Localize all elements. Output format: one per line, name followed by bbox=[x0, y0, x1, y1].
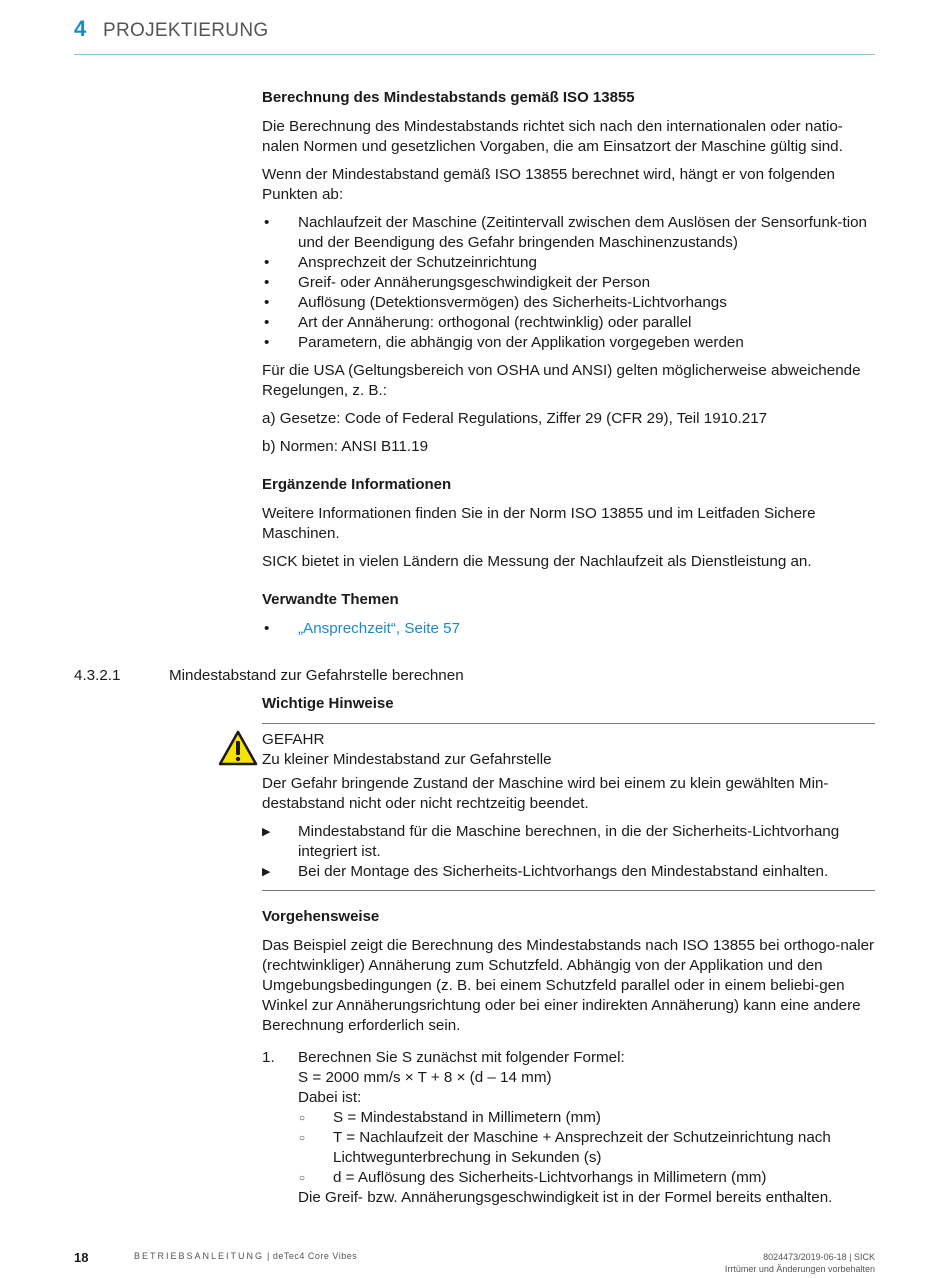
page-number: 18 bbox=[74, 1250, 89, 1265]
product-name: | deTec4 Core Vibes bbox=[267, 1251, 358, 1261]
section-heading-info: Ergänzende Informationen bbox=[262, 476, 452, 493]
paragraph: a) Gesetze: Code of Federal Regulations, Ziffer 29 (CFR 29), Teil 1910.217 bbox=[262, 410, 768, 427]
list-item: • Parametern, die abhängig von der Applikation vorgegeben werden bbox=[262, 333, 875, 353]
list-item: • Art der Annäherung: orthogonal (rechtwinklig) oder parallel bbox=[262, 313, 875, 333]
procedure-heading: Vorgehensweise bbox=[262, 908, 380, 925]
warning-triangle-icon bbox=[218, 730, 258, 766]
list-item: • Auflösung (Detektionsvermögen) des Sicherheits-Lichtvorhangs bbox=[262, 293, 875, 313]
list-item: • Nachlaufzeit der Maschine (Zeitintervall zwischen dem Auslösen der Sensorfunk-tion und der Beendigung des Gefahr bringenden Maschinenzustands) bbox=[262, 213, 875, 253]
notes-heading: Wichtige Hinweise bbox=[262, 695, 394, 712]
subsection-number: 4.3.2.1 bbox=[74, 667, 121, 684]
danger-label: GEFAHR bbox=[262, 731, 325, 748]
doc-id: 8024473/2019-06-18 | SICK bbox=[763, 1252, 875, 1262]
subsection-content bbox=[262, 694, 875, 1208]
step-text: Berechnen Sie S zunächst mit folgender Formel: bbox=[298, 1049, 625, 1066]
list-item: ○ S = Mindestabstand in Millimetern (mm) bbox=[298, 1108, 875, 1128]
page-footer bbox=[74, 1248, 875, 1278]
definition-list bbox=[298, 1108, 875, 1188]
paragraph: Das Beispiel zeigt die Berechnung des Mindestabstands nach ISO 13855 bei orthogo-naler (rechtwinkliger) Annäherung zum Schutzfeld. Abhängig von der Applikation und den Umgebungsbedingungen (z. B. bei einem Schutzfeld parallel oder in einem beliebi-gen Winkel zur Annäherungsrichtung oder bei einer indirekten Annäherung) kann eine andere Berechnung erforderlich sein. bbox=[262, 937, 875, 1034]
related-list bbox=[262, 619, 875, 639]
list-item: • Ansprechzeit der Schutzeinrichtung bbox=[262, 253, 875, 273]
page-header bbox=[74, 16, 875, 55]
list-item: • Greif- oder Annäherungsgeschwindigkeit der Person bbox=[262, 273, 875, 293]
where-label: Dabei ist: bbox=[298, 1089, 362, 1106]
doc-type: BETRIEBSANLEITUNG bbox=[134, 1251, 265, 1261]
list-item: ○ T = Nachlaufzeit der Maschine + Ansprechzeit der Schutzeinrichtung nach Lichtwegunterbrechung in Sekunden (s) bbox=[298, 1128, 875, 1168]
section-heading-related: Verwandte Themen bbox=[262, 591, 399, 608]
paragraph: b) Normen: ANSI B11.19 bbox=[262, 438, 429, 455]
action-list bbox=[262, 822, 875, 882]
paragraph: Wenn der Mindestabstand gemäß ISO 13855 berechnet wird, hängt er von folgenden Punkten ab: bbox=[262, 166, 835, 203]
closing-note: Die Greif- bzw. Annäherungsgeschwindigkeit ist in der Formel bereits enthalten. bbox=[298, 1189, 833, 1206]
danger-text: Der Gefahr bringende Zustand der Maschine wird bei einem zu klein gewählten Min-destabstand nicht oder nicht rechtzeitig beendet. bbox=[262, 775, 829, 812]
section-heading-calculation: Berechnung des Mindestabstands gemäß ISO 13855 bbox=[262, 89, 635, 106]
chapter-number: 4 bbox=[74, 16, 87, 41]
paragraph: SICK bietet in vielen Ländern die Messung der Nachlaufzeit als Dienstleistung an. bbox=[262, 553, 812, 570]
disclaimer: Irrtümer und Änderungen vorbehalten bbox=[724, 1264, 875, 1274]
footer-right bbox=[725, 1251, 875, 1275]
danger-notice bbox=[262, 723, 875, 891]
chapter-title: PROJEKTIERUNG bbox=[103, 20, 269, 41]
list-item: ▶ Mindestabstand für die Maschine berechnen, in die der Sicherheits-Lichtvorhang integriert ist. bbox=[262, 822, 875, 862]
list-item bbox=[262, 619, 875, 639]
step-number: 1. bbox=[262, 1049, 275, 1066]
document-info bbox=[134, 1251, 357, 1261]
factor-list bbox=[262, 213, 875, 353]
paragraph: Weitere Informationen finden Sie in der Norm ISO 13855 und im Leitfaden Sichere Maschinen. bbox=[262, 505, 816, 542]
subsection-title: Mindestabstand zur Gefahrstelle berechnen bbox=[169, 667, 464, 684]
list-item bbox=[262, 1048, 875, 1208]
paragraph: Für die USA (Geltungsbereich von OSHA und ANSI) gelten möglicherweise abweichende Regelungen, z. B.: bbox=[262, 362, 861, 399]
formula: S = 2000 mm/s × T + 8 × (d – 14 mm) bbox=[298, 1069, 552, 1086]
danger-subtitle: Zu kleiner Mindestabstand zur Gefahrstelle bbox=[262, 751, 552, 768]
main-content bbox=[262, 88, 875, 647]
list-item: ○ d = Auflösung des Sicherheits-Lichtvorhangs in Millimetern (mm) bbox=[298, 1168, 875, 1188]
list-item: ▶ Bei der Montage des Sicherheits-Lichtvorhangs den Mindestabstand einhalten. bbox=[262, 862, 875, 882]
procedure-steps bbox=[262, 1048, 875, 1208]
related-link[interactable]: „Ansprechzeit“, Seite 57 bbox=[298, 620, 461, 637]
paragraph: Die Berechnung des Mindestabstands richtet sich nach den internationalen oder natio-nalen Normen und gesetzlichen Vorgaben, die am Einsatzort der Maschine gültig sind. bbox=[262, 118, 843, 155]
